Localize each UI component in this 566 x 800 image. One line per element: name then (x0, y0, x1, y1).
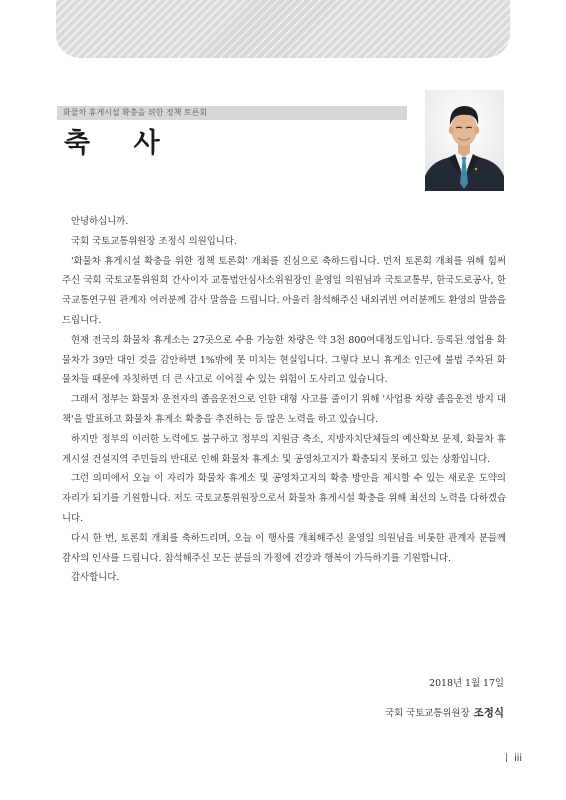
page-title: 축 사 (64, 128, 177, 159)
top-decorative-banner (56, 0, 510, 58)
paragraph-thanks: 다시 한 번, 토론회 개최를 축하드리며, 오늘 이 행사를 개최해주신 윤영일 의원님을 비롯한 관계자 분들께 감사의 인사를 드립니다. 참석해주신 모든 분들의 가정에 건강과 행복이 가득하기를 기원합니다. (62, 532, 506, 564)
paragraph-introduction: 국회 국토교통위원장 조정식 의원입니다. (71, 235, 237, 247)
page-number-value: iii (514, 753, 522, 764)
paragraph-government-measures: 그래서 정부는 화물차 운전자의 졸음운전으로 인한 대형 사고를 줄이기 위해 '사업용 차량 졸음운전 방지 대책'을 발표하고 화물차 휴게소 확충을 추진하는 등 많은 노력을 하고 있습니다. (62, 394, 506, 425)
paragraph-hopes: 그런 의미에서 오늘 이 자리가 화물차 휴게소 및 공영차고지의 확충 방안을 제시할 수 있는 새로운 도약의 자리가 되기를 기원합니다. 저도 국토교통위원장으로서 화물차 휴게시설 확충을 위해 최선의 노력을 다하겠습니다. (62, 473, 506, 524)
paragraph-challenges: 하지만 정부의 이러한 노력에도 불구하고 정부의 지원금 축소, 지방자치단체들의 예산확보 문제, 화물차 휴게시설 건설지역 주민들의 반대로 인해 화물차 휴게소 및 공영차고지가 확충되지 못하고 있는 상황입니다. (62, 433, 506, 465)
speaker-portrait (425, 90, 504, 191)
page-number (506, 752, 522, 766)
message-date: 2018년 1월 17일 (429, 678, 504, 689)
signature-line (385, 703, 504, 724)
paragraph-greeting: 안녕하십니까. (71, 216, 129, 227)
congratulatory-message-body (62, 212, 506, 588)
signer-position: 국회 국토교통위원장 (385, 708, 470, 719)
signer-name: 조정식 (473, 707, 504, 719)
page-number-divider (506, 753, 508, 762)
event-title-tag: 화물차 휴게시설 확충을 위한 정책 토론회 (57, 106, 407, 120)
paragraph-congratulations: '화물차 휴게시설 확충을 위한 정책 토론회' 개최를 진심으로 축하드립니다. 먼저 토론회 개최를 위해 힘써주신 국회 국토교통위원회 간사이자 교통법안심사소위원장인 윤영일 의원님과 국토교통부, 한국도로공사, 한국교통연구원 관계자 여러분께 감사 말씀을 드립니다. 아울러 참석해주신 내외귀빈 여러분께도 환영의 말씀을 드립니다. (62, 255, 506, 326)
paragraph-current-status: 현재 전국의 화물차 휴게소는 27곳으로 수용 가능한 차량은 약 3천 800여대정도입니다. 등록된 영업용 화물차가 39만 대인 것을 감안하면 1%밖에 못 미치는 현실입니다. 그렇다 보니 휴게소 인근에 불법 주차된 화물차들 때문에 자칫하면 더 큰 사고로 이어질 수 있는 위험이 도사리고 있습니다. (62, 334, 506, 386)
paragraph-closing-thanks: 감사합니다. (71, 572, 120, 584)
